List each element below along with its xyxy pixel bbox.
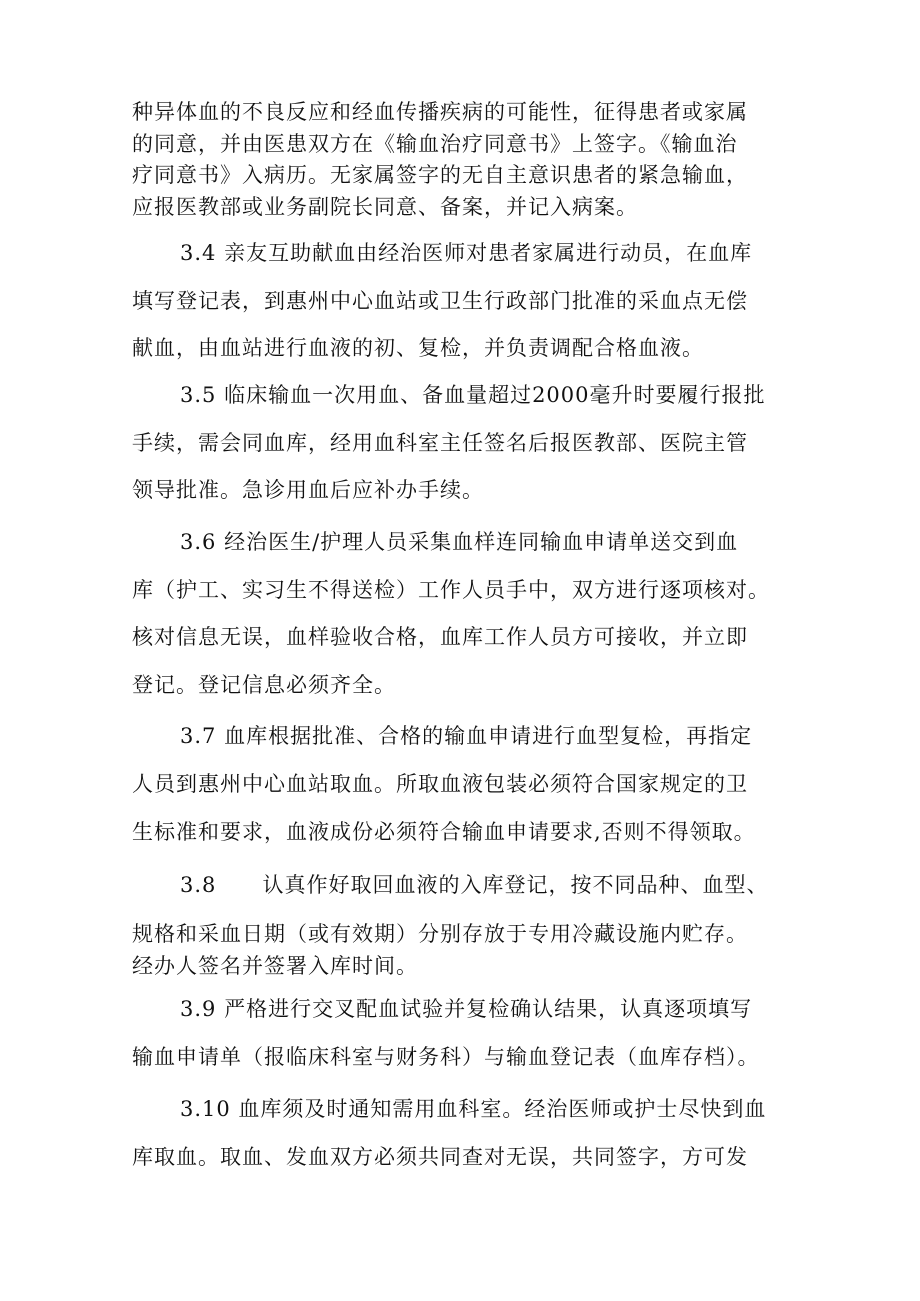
section-3-6-line: 3.6 经治医生/护理人员采集血样连同输血申请单送交到血 bbox=[180, 530, 739, 554]
text-line: 领导批准。急诊用血后应补办手续。 bbox=[132, 478, 484, 502]
section-3-8-line: 3.8 认真作好取回血液的入库登记，按不同品种、血型、 bbox=[180, 873, 769, 897]
text-line: 库取血。取血、发血双方必须共同查对无误，共同签字，方可发 bbox=[132, 1145, 748, 1169]
text-line: 的同意，并由医患双方在《输血治疗同意书》上签字。《输血治 bbox=[132, 132, 738, 156]
text-line: 应报医教部或业务副院长同意、备案，并记入病案。 bbox=[132, 195, 638, 219]
text-line: 经办人签名并签署入库时间。 bbox=[132, 954, 418, 978]
text-line: 人员到惠州中心血站取血。所取血液包装必须符合国家规定的卫 bbox=[132, 772, 748, 796]
text-line: 种异体血的不良反应和经血传播疾病的可能性，征得患者或家属 bbox=[132, 100, 748, 124]
section-3-10-line: 3.10 血库须及时通知需用血科室。经治医师或护士尽快到血 bbox=[180, 1097, 767, 1121]
text-line: 库（护工、实习生不得送检）工作人员手中，双方进行逐项核对。 bbox=[132, 578, 770, 602]
text-line: 手续，需会同血库，经用血科室主任签名后报医教部、医院主管 bbox=[132, 431, 748, 455]
section-3-4-line: 3.4 亲友互助献血由经治医师对患者家属进行动员，在血库 bbox=[180, 241, 753, 265]
text-line: 核对信息无误，血样验收合格，血库工作人员方可接收，并立即 bbox=[132, 625, 748, 649]
text-line: 输血申请单（报临床科室与财务科）与输血登记表（血库存档）。 bbox=[132, 1045, 760, 1069]
section-3-5-line: 3.5 临床输血一次用血、备血量超过2000毫升时要履行报批 bbox=[180, 383, 766, 407]
text-line: 规格和采血日期（或有效期）分别存放于专用冷藏设施内贮存。 bbox=[132, 922, 748, 946]
section-3-9-line: 3.9 严格进行交叉配血试验并复检确认结果，认真逐项填写 bbox=[180, 997, 753, 1021]
text-line: 疗同意书》入病历。无家属签字的无自主意识患者的紧急输血， bbox=[132, 163, 748, 187]
text-line: 填写登记表，到惠州中心血站或卫生行政部门批准的采血点无偿 bbox=[132, 289, 748, 313]
text-line: 登记。登记信息必须齐全。 bbox=[132, 673, 396, 697]
section-3-7-line: 3.7 血库根据批准、合格的输血申请进行血型复检，再指定 bbox=[180, 724, 753, 748]
text-line: 献血，由血站进行血液的初、复检，并负责调配合格血液。 bbox=[132, 336, 704, 360]
text-line: 生标准和要求，血液成份必须符合输血申请要求,否则不得领取。 bbox=[132, 820, 756, 844]
